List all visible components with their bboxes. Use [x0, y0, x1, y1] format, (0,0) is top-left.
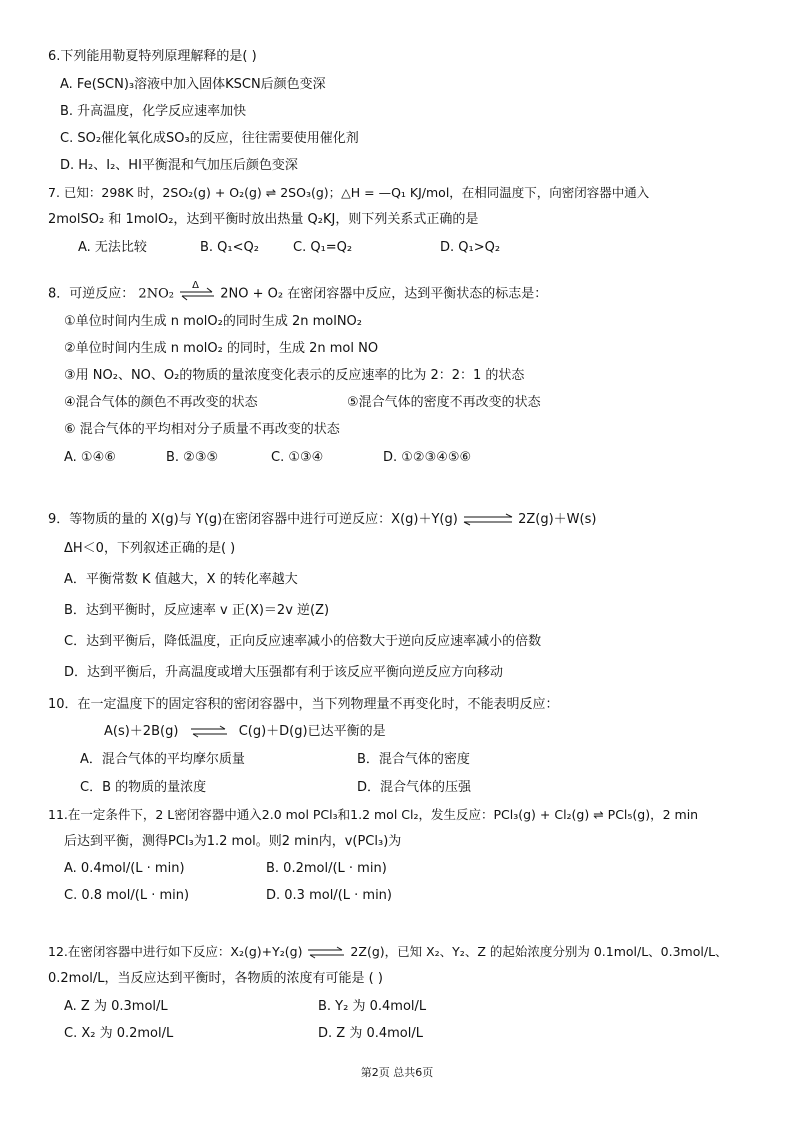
q11-stem-line1: 11.在一定条件下，2 L密闭容器中通入2.0 mol PCl₃和1.2 mol Cl₂，发生反应：PCl₃(g) + Cl₂(g) ⇌ PCl₅(g)，2 min	[48, 807, 699, 822]
q7-option-b: B. Q₁<Q₂	[200, 240, 259, 255]
q8-option-b: B. ②③⑤	[166, 450, 219, 465]
q7-option-c: C. Q₁=Q₂	[293, 240, 353, 255]
q10-option-a: A．混合气体的平均摩尔质量	[80, 752, 245, 767]
q9-stem-suffix: 2Z(g)＋W(s)	[518, 512, 597, 527]
page-footer: 第2页 总共6页	[360, 1066, 434, 1079]
q12-option-a: A. Z 为 0.3mol/L	[64, 999, 168, 1014]
q8-statement-5: ⑤混合气体的密度不再改变的状态	[347, 395, 541, 410]
q10-option-b: B．混合气体的密度	[357, 752, 470, 767]
q11-option-b: B. 0.2mol/(L · min)	[266, 861, 387, 876]
q11-option-a: A. 0.4mol/(L · min)	[64, 861, 185, 876]
q9-option-d: D．达到平衡后，升高温度或增大压强都有利于该反应平衡向逆反应方向移动	[64, 665, 504, 680]
q8-stem-suffix: 在密闭容器中反应，达到平衡状态的标志是：	[287, 286, 548, 302]
q9-stem	[48, 511, 596, 529]
q12-option-b: B. Y₂ 为 0.4mol/L	[318, 999, 427, 1014]
q8-equilibrium-arrow	[178, 280, 216, 303]
q12-stem-line1	[48, 943, 728, 961]
equilibrium-arrow-icon	[178, 285, 216, 303]
q12-option-d: D. Z 为 0.4mol/L	[318, 1026, 423, 1041]
q9-option-b: B．达到平衡时，反应速率 v 正(X)＝2v 逆(Z)	[64, 603, 330, 618]
q9-stem-line2: ΔH＜0，下列叙述正确的是( )	[64, 541, 236, 556]
q10-stem: 10．在一定温度下的固定容积的密闭容器中，当下列物理量不再变化时，不能表明反应：	[48, 697, 559, 712]
q10-option-d: D．混合气体的压强	[357, 780, 472, 795]
q7-stem-line1: 7. 已知：298K 时，2SO₂(g) + O₂(g) ⇌ 2SO₃(g)；△H = —Q₁ KJ/mol，在相同温度下，向密闭容器中通入	[48, 185, 650, 200]
q6-option-a: A. Fe(SCN)₃溶液中加入固体KSCN后颜色变深	[60, 77, 326, 92]
q8-stem	[48, 280, 548, 304]
q8-statement-2: ②单位时间内生成 n molO₂ 的同时，生成 2n mol NO	[64, 341, 379, 356]
q8-arrow-label: Δ	[192, 280, 199, 291]
q8-statement-4: ④混合气体的颜色不再改变的状态	[64, 395, 258, 410]
q9-stem-prefix: 9．等物质的量的 X(g)与 Y(g)在密闭容器中进行可逆反应：X(g)＋Y(g)	[48, 512, 458, 527]
q8-option-c: C. ①③④	[271, 450, 324, 465]
q9-option-a: A．平衡常数 K 值越大，X 的转化率越大	[64, 572, 298, 587]
q8-statement-6: ⑥ 混合气体的平均相对分子质量不再改变的状态	[64, 422, 340, 437]
q8-equation-left: 2NO₂	[138, 286, 174, 302]
q7-option-a: A. 无法比较	[78, 240, 147, 255]
q8-stem-prefix: 8．可逆反应：	[48, 286, 135, 302]
q8-option-a: A. ①④⑥	[64, 450, 116, 465]
q7-option-d: D. Q₁>Q₂	[440, 240, 501, 255]
q10-equation-right: C(g)＋D(g)已达平衡的是	[238, 724, 386, 739]
q6-option-c: C. SO₂催化氧化成SO₃的反应，往往需要使用催化剂	[60, 131, 359, 146]
q10-option-c: C．B 的物质的量浓度	[80, 780, 207, 795]
q8-option-d: D. ①②③④⑤⑥	[383, 450, 472, 465]
q8-statement-3: ③用 NO₂、NO、O₂的物质的量浓度变化表示的反应速率的比为 2：2：1 的状态	[64, 368, 525, 383]
q11-stem-line2: 后达到平衡，测得PCl₃为1.2 mol。则2 min内，v(PCl₃)为	[64, 834, 402, 849]
q10-equation-left: A(s)＋2B(g)	[104, 724, 179, 739]
q9-option-c: C．达到平衡后，降低温度，正向反应速率减小的倍数大于逆向反应速率减小的倍数	[64, 634, 542, 649]
q12-stem-suffix: 2Z(g)，已知 X₂、Y₂、Z 的起始浓度分别为 0.1mol/L、0.3mol/L、	[350, 944, 728, 959]
q6-stem: 6.下列能用勒夏特列原理解释的是( )	[48, 49, 257, 64]
q12-stem-line2: 0.2mol/L，当反应达到平衡时，各物质的浓度有可能是 ( )	[48, 971, 383, 986]
q8-equation-right: 2NO + O₂	[220, 286, 284, 302]
equilibrium-arrow-icon	[189, 725, 229, 739]
q12-option-c: C. X₂ 为 0.2mol/L	[64, 1026, 174, 1041]
equilibrium-arrow-icon	[306, 946, 346, 960]
equilibrium-arrow-icon	[462, 513, 514, 527]
q11-option-d: D. 0.3 mol/(L · min)	[266, 888, 392, 903]
q11-option-c: C. 0.8 mol/(L · min)	[64, 888, 190, 903]
q12-stem-prefix: 12.在密闭容器中进行如下反应：X₂(g)+Y₂(g)	[48, 944, 303, 959]
q6-option-b: B. 升高温度，化学反应速率加快	[60, 104, 247, 119]
q6-option-d: D. H₂、I₂、HI平衡混和气加压后颜色变深	[60, 158, 298, 173]
q7-stem-line2: 2molSO₂ 和 1molO₂，达到平衡时放出热量 Q₂KJ，则下列关系式正确的是	[48, 212, 479, 227]
q8-statement-1: ①单位时间内生成 n molO₂的同时生成 2n molNO₂	[64, 314, 363, 329]
q10-equation	[104, 723, 386, 741]
